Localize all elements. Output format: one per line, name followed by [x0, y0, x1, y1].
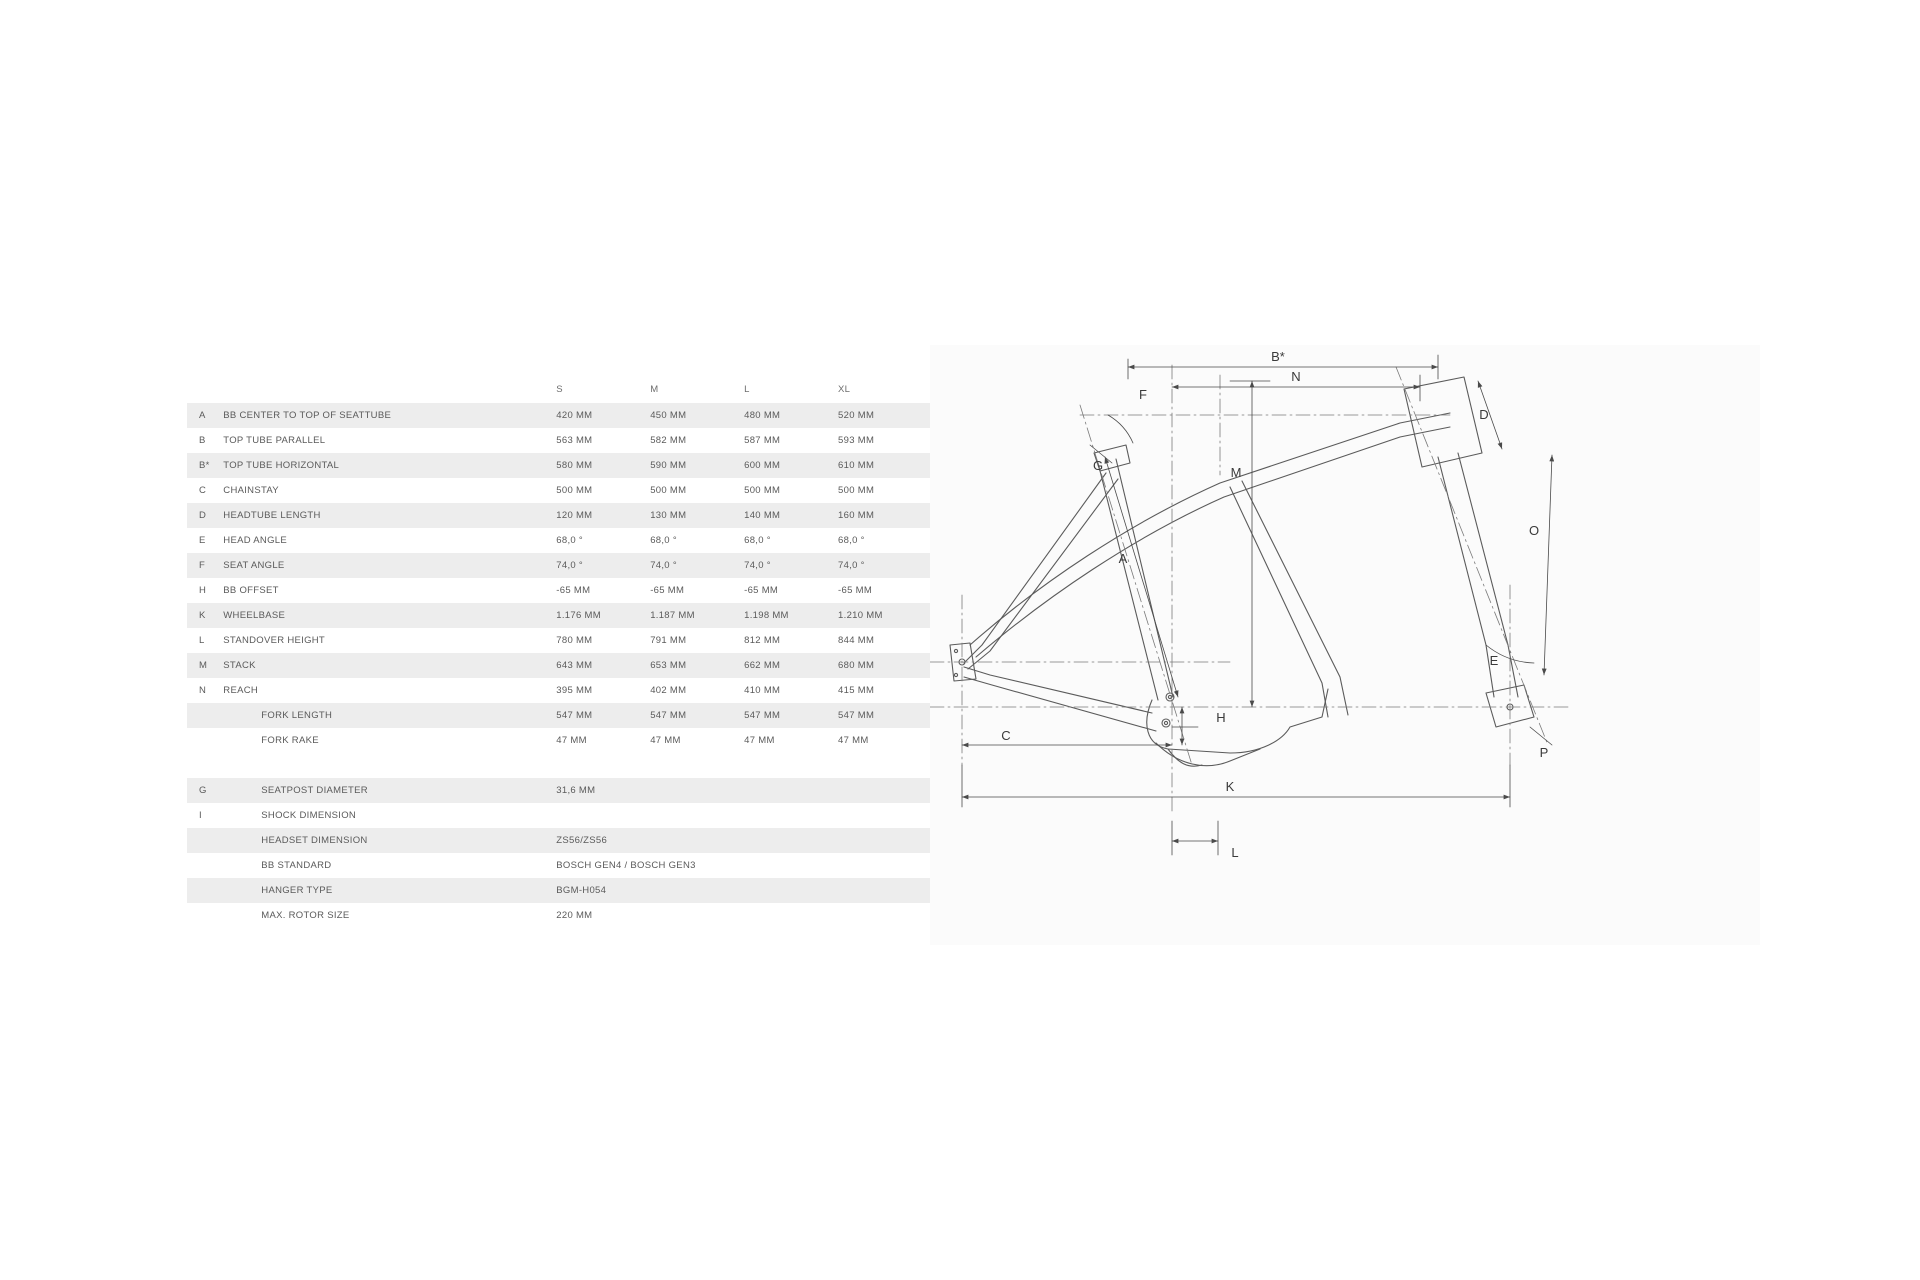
row-letter: K [187, 603, 223, 628]
row-value-m: 590 MM [650, 453, 744, 478]
row-letter: A [187, 403, 223, 428]
row-value-s: 580 MM [556, 453, 650, 478]
header-size-m: M [650, 375, 744, 403]
row-value-l: 662 MM [744, 653, 838, 678]
row-name: SEATPOST DIAMETER [223, 778, 556, 803]
row-value [556, 803, 932, 828]
row-value-s: 780 MM [556, 628, 650, 653]
row-value: 220 MM [556, 903, 932, 928]
table-header-row [187, 375, 932, 403]
row-name: HEADTUBE LENGTH [223, 503, 556, 528]
label-L: L [1231, 845, 1239, 860]
row-value-xl: 68,0 ° [838, 528, 932, 553]
row-value-l: 587 MM [744, 428, 838, 453]
row-value-l: 47 MM [744, 728, 838, 753]
row-value-m: 402 MM [650, 678, 744, 703]
row-letter: I [187, 803, 223, 828]
row-value-s: 68,0 ° [556, 528, 650, 553]
row-value-s: 1.176 MM [556, 603, 650, 628]
construction-lines [930, 365, 1570, 815]
table-row [187, 503, 932, 528]
row-name: STANDOVER HEIGHT [223, 628, 556, 653]
frame-silhouette [950, 377, 1534, 766]
table-row [187, 553, 932, 578]
header-size-s: S [556, 375, 650, 403]
label-O: O [1528, 523, 1540, 538]
row-value: 31,6 MM [556, 778, 932, 803]
row-value-l: 600 MM [744, 453, 838, 478]
row-value-l: 500 MM [744, 478, 838, 503]
row-letter [187, 703, 223, 728]
label-M: M [1230, 465, 1242, 480]
row-name: STACK [223, 653, 556, 678]
row-letter [187, 878, 223, 903]
row-value-m: 1.187 MM [650, 603, 744, 628]
row-value-xl: 500 MM [838, 478, 932, 503]
row-value-xl: 844 MM [838, 628, 932, 653]
row-name: BB OFFSET [223, 578, 556, 603]
row-letter: B [187, 428, 223, 453]
row-name: MAX. ROTOR SIZE [223, 903, 556, 928]
row-letter [187, 903, 223, 928]
table-row [187, 903, 932, 928]
label-K: K [1225, 779, 1235, 794]
row-name: HANGER TYPE [223, 878, 556, 903]
row-value-s: 500 MM [556, 478, 650, 503]
row-value-s: -65 MM [556, 578, 650, 603]
table-row [187, 878, 932, 903]
row-value-xl: 160 MM [838, 503, 932, 528]
row-name: HEADSET DIMENSION [223, 828, 556, 853]
row-value-l: 812 MM [744, 628, 838, 653]
row-value-xl: 74,0 ° [838, 553, 932, 578]
header-letter [187, 375, 223, 403]
frame-geometry-svg [930, 345, 1760, 945]
label-P: P [1539, 745, 1549, 760]
row-value-xl: 520 MM [838, 403, 932, 428]
row-value-s: 395 MM [556, 678, 650, 703]
row-name: SEAT ANGLE [223, 553, 556, 578]
row-letter: L [187, 628, 223, 653]
row-value-xl: -65 MM [838, 578, 932, 603]
row-value: BOSCH GEN4 / BOSCH GEN3 [556, 853, 932, 878]
table-row [187, 603, 932, 628]
row-value-m: 74,0 ° [650, 553, 744, 578]
row-letter [187, 728, 223, 753]
row-value-m: 68,0 ° [650, 528, 744, 553]
row-value-m: 791 MM [650, 628, 744, 653]
table-row [187, 628, 932, 653]
row-value-l: -65 MM [744, 578, 838, 603]
label-C: C [1001, 728, 1011, 743]
label-D: D [1479, 407, 1489, 422]
row-value-l: 480 MM [744, 403, 838, 428]
row-letter: B* [187, 453, 223, 478]
label-E: E [1489, 653, 1499, 668]
row-letter: F [187, 553, 223, 578]
row-letter [187, 853, 223, 878]
dimension-labels [1001, 349, 1548, 860]
table-row [187, 828, 932, 853]
row-value-m: 500 MM [650, 478, 744, 503]
row-value-l: 140 MM [744, 503, 838, 528]
row-value-l: 74,0 ° [744, 553, 838, 578]
row-value-m: 130 MM [650, 503, 744, 528]
row-value: BGM-H054 [556, 878, 932, 903]
row-name: BB STANDARD [223, 853, 556, 878]
row-value-s: 47 MM [556, 728, 650, 753]
row-letter: D [187, 503, 223, 528]
row-value-l: 410 MM [744, 678, 838, 703]
table-row [187, 528, 932, 553]
label-F: F [1139, 387, 1147, 402]
row-value-m: 582 MM [650, 428, 744, 453]
row-value-xl: 593 MM [838, 428, 932, 453]
row-name: TOP TUBE HORIZONTAL [223, 453, 556, 478]
row-value-s: 563 MM [556, 428, 650, 453]
label-H: H [1216, 710, 1226, 725]
row-letter: H [187, 578, 223, 603]
row-name: HEAD ANGLE [223, 528, 556, 553]
row-letter: E [187, 528, 223, 553]
row-value-s: 547 MM [556, 703, 650, 728]
table-row [187, 678, 932, 703]
table-row [187, 778, 932, 803]
row-letter [187, 828, 223, 853]
row-name: WHEELBASE [223, 603, 556, 628]
label-B-star: B* [1271, 349, 1285, 364]
table-row [187, 428, 932, 453]
label-A: A [1118, 551, 1128, 566]
row-value-s: 74,0 ° [556, 553, 650, 578]
dimension-lines [962, 355, 1552, 855]
row-value-s: 120 MM [556, 503, 650, 528]
table-spacer [187, 753, 932, 778]
row-value-s: 420 MM [556, 403, 650, 428]
header-name [223, 375, 556, 403]
table-row [187, 478, 932, 503]
row-value-l: 68,0 ° [744, 528, 838, 553]
row-name: CHAINSTAY [223, 478, 556, 503]
row-value-xl: 1.210 MM [838, 603, 932, 628]
geometry-table [187, 375, 932, 928]
row-value-l: 547 MM [744, 703, 838, 728]
row-value-l: 1.198 MM [744, 603, 838, 628]
table-row [187, 803, 932, 828]
row-value-m: -65 MM [650, 578, 744, 603]
row-value-xl: 610 MM [838, 453, 932, 478]
row-value-xl: 547 MM [838, 703, 932, 728]
row-letter: C [187, 478, 223, 503]
row-value-m: 450 MM [650, 403, 744, 428]
frame-geometry-drawing-panel [930, 345, 1760, 945]
table-row [187, 453, 932, 478]
row-letter: G [187, 778, 223, 803]
row-value-m: 47 MM [650, 728, 744, 753]
row-value-m: 653 MM [650, 653, 744, 678]
table-row [187, 728, 932, 753]
table-row [187, 853, 932, 878]
row-value-m: 547 MM [650, 703, 744, 728]
row-letter: N [187, 678, 223, 703]
spacer-cell [187, 753, 932, 778]
row-name: TOP TUBE PARALLEL [223, 428, 556, 453]
row-name: REACH [223, 678, 556, 703]
row-value-xl: 47 MM [838, 728, 932, 753]
header-size-l: L [744, 375, 838, 403]
row-value-s: 643 MM [556, 653, 650, 678]
row-name: SHOCK DIMENSION [223, 803, 556, 828]
row-value: ZS56/ZS56 [556, 828, 932, 853]
row-letter: M [187, 653, 223, 678]
label-N: N [1291, 369, 1301, 384]
table-row [187, 403, 932, 428]
row-name: BB CENTER TO TOP OF SEATTUBE [223, 403, 556, 428]
row-name: FORK LENGTH [223, 703, 556, 728]
row-value-xl: 415 MM [838, 678, 932, 703]
table-row [187, 578, 932, 603]
geometry-table-container [187, 375, 932, 928]
label-G: G [1092, 458, 1104, 473]
row-name: FORK RAKE [223, 728, 556, 753]
header-size-xl: XL [838, 375, 932, 403]
table-row [187, 653, 932, 678]
row-value-xl: 680 MM [838, 653, 932, 678]
table-row [187, 703, 932, 728]
